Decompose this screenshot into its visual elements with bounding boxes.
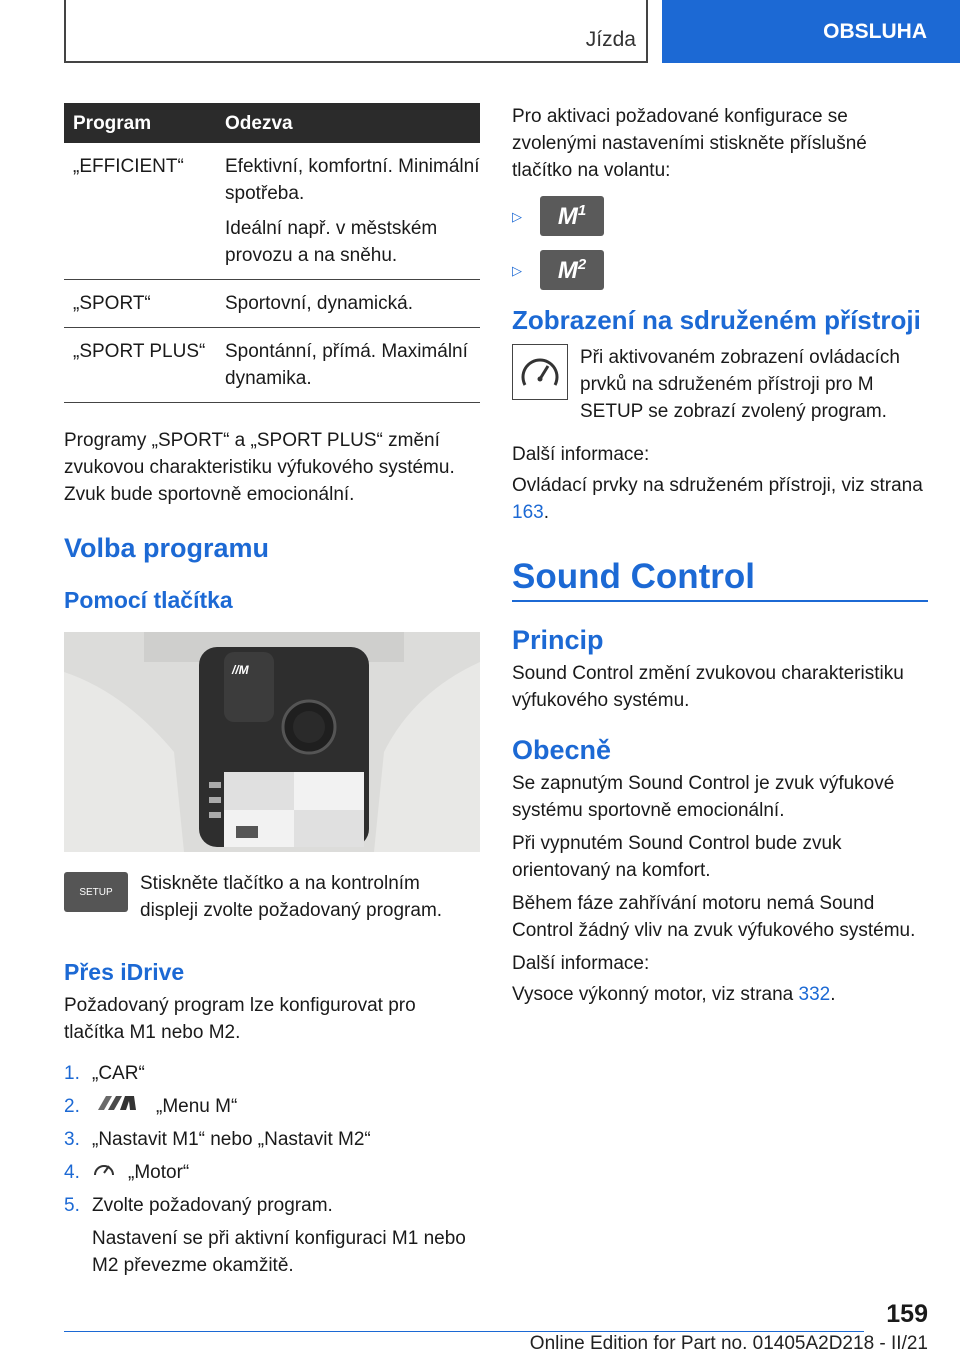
activation-paragraph: Pro aktivaci požadované konfigurace se zvolenými nastaveními stiskněte příslušné tlačítko na volantu: <box>512 106 867 181</box>
response-text: Ideální např. v městském provozu a na sněhu. <box>225 218 438 266</box>
reference-text: Vysoce výkonný motor, viz strana <box>512 984 799 1005</box>
princip-paragraph: Sound Control změní zvukovou charakteristiku výfukového systému. <box>512 663 904 711</box>
cluster-paragraph: Při aktivovaném zobrazení ovládacích prvků na sdruženém přístroji pro M SETUP se zobrazí zvolený program. <box>580 347 900 422</box>
heading-cluster-display: Zobrazení na sdruženém přístroji <box>512 305 921 335</box>
table-header-response: Odezva <box>216 103 480 143</box>
left-column <box>64 103 480 1279</box>
table-header-row <box>64 103 480 143</box>
program-table <box>64 103 480 403</box>
idrive-paragraph: Požadovaný program lze konfigurovat pro tlačítka M1 nebo M2. <box>64 995 416 1043</box>
step-number: 5. <box>64 1195 80 1216</box>
cluster-display-row <box>512 344 928 425</box>
list-item <box>64 1159 480 1186</box>
table-row <box>64 328 480 403</box>
obecne-paragraph-3: Během fáze zahřívání motoru nemá Sound Control žádný vliv na zvuk výfukového systému. <box>512 893 916 941</box>
step-number: 2. <box>64 1096 80 1117</box>
more-info-label-2: Další informace: <box>512 953 650 974</box>
heading-pomoci-tlacitka: Pomocí tlačítka <box>64 587 233 613</box>
response-text: Efektivní, komfortní. Minimální spotřeba. <box>225 156 480 204</box>
heading-volba-programu: Volba programu <box>64 533 270 563</box>
reference-end: . <box>830 984 836 1005</box>
section-title: Jízda <box>585 28 636 51</box>
step5-note: Nastavení se při aktivní konfiguraci M1 nebo M2 převezme okamžitě. <box>92 1228 466 1276</box>
table-header-program: Program <box>64 103 216 143</box>
response-cell <box>216 280 480 328</box>
m2-sup: 2 <box>577 255 587 273</box>
reference-text: Ovládací prvky na sdruženém přístroji, viz strana <box>512 475 923 496</box>
step-number: 4. <box>64 1162 80 1183</box>
page-number: 159 <box>886 1300 928 1328</box>
setup-text: Stiskněte tlačítko a na kontrolním displeji zvolte požadovaný program. <box>140 873 443 921</box>
step-text: „Menu M“ <box>156 1096 238 1117</box>
step-text: „Motor“ <box>128 1162 190 1183</box>
page-link-332[interactable]: 332 <box>798 984 831 1005</box>
m-menu-icon <box>92 1093 144 1113</box>
setup-instruction <box>64 870 480 924</box>
intro-paragraph: Programy „SPORT“ a „SPORT PLUS“ změní zvukovou charakteristiku výfukového systému. Zvuk bude sportovně emocionální. <box>64 430 455 505</box>
list-item <box>64 1093 480 1120</box>
chapter-tab-label: OBSLUHA <box>823 19 927 43</box>
response-text: Sportovní, dynamická. <box>225 293 413 314</box>
m2-button[interactable] <box>540 250 604 290</box>
step-text: Zvolte požadovaný program. <box>92 1195 333 1216</box>
m2-label: M <box>557 256 578 284</box>
m1-row <box>512 196 928 236</box>
motor-reference <box>512 981 928 1008</box>
response-cell <box>216 328 480 403</box>
heading-pres-idrive: Přes iDrive <box>64 959 185 985</box>
program-cell: „SPORT“ <box>64 280 216 328</box>
obecne-paragraph-1: Se zapnutým Sound Control je zvuk výfukové systému sportovně emocionální. <box>512 773 895 821</box>
heading-obecne: Obecně <box>512 735 612 765</box>
list-item <box>64 1060 480 1087</box>
arrow-icon: ▷ <box>512 208 522 224</box>
m1-label: M <box>557 202 578 230</box>
page-link-163[interactable]: 163 <box>512 502 544 523</box>
chapter-tab[interactable] <box>662 0 960 63</box>
step-text: „Nastavit M1“ nebo „Nastavit M2“ <box>92 1129 371 1150</box>
heading-princip: Princip <box>512 625 604 655</box>
engine-gauge-icon <box>92 1159 116 1179</box>
arrow-icon: ▷ <box>512 262 522 278</box>
footer-edition: Online Edition for Part no. 01405A2D218 - II/21 <box>529 1333 928 1354</box>
reference-end: . <box>543 502 549 523</box>
step-number: 3. <box>64 1129 80 1150</box>
gauge-icon <box>512 344 568 400</box>
list-item <box>64 1192 480 1219</box>
svg-text://M: //M <box>232 663 249 677</box>
heading-sound-control: Sound Control <box>512 556 928 602</box>
right-column <box>512 103 928 1008</box>
more-info-label: Další informace: <box>512 444 650 465</box>
response-text: Spontánní, přímá. Maximální dynamika. <box>225 341 468 389</box>
table-row <box>64 143 480 280</box>
console-photo-drawing <box>64 632 480 852</box>
response-cell <box>216 143 480 280</box>
program-cell: „EFFICIENT“ <box>64 143 216 280</box>
step-text: „CAR“ <box>92 1063 145 1084</box>
obecne-paragraph-2: Při vypnutém Sound Control bude zvuk orientovaný na komfort. <box>512 833 842 881</box>
table-row <box>64 280 480 328</box>
step-number: 1. <box>64 1063 80 1084</box>
console-photo <box>64 632 480 852</box>
setup-button-icon <box>64 872 128 912</box>
cluster-reference <box>512 472 928 526</box>
m1-button[interactable] <box>540 196 604 236</box>
list-item <box>64 1126 480 1153</box>
setup-button-label: SETUP <box>79 886 113 898</box>
m2-row <box>512 250 928 290</box>
idrive-steps <box>64 1060 480 1219</box>
m1-sup: 1 <box>577 201 587 219</box>
program-cell: „SPORT PLUS“ <box>64 328 216 403</box>
